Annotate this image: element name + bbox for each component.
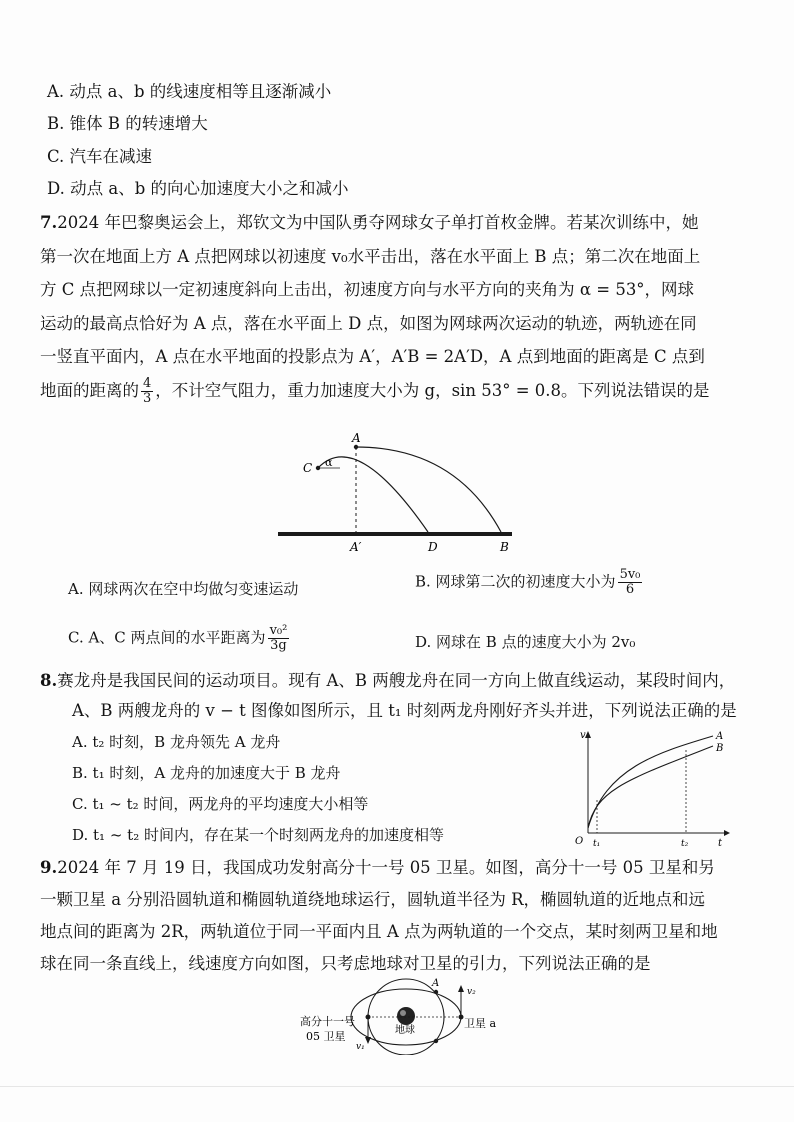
q8-option-d: D. t₁ ~ t₂ 时间内，存在某一个时刻两龙舟的加速度相等 — [72, 826, 444, 844]
q7-frac-num: 4 — [143, 375, 152, 391]
q8-option-c: C. t₁ ~ t₂ 时间，两龙舟的平均速度大小相等 — [72, 795, 369, 813]
q9-orbit-figure — [296, 975, 516, 1055]
trajectory-ab — [356, 447, 501, 532]
q8-option-b: B. t₁ 时刻，A 龙舟的加速度大于 B 龙舟 — [72, 764, 341, 782]
q8-line-1 — [40, 669, 735, 693]
label-c: C — [303, 461, 313, 475]
q7-text-end: ，不计空气阻力，重力加速度大小为 g，sin 53° = 0.8。下列说法错误的是 — [155, 380, 710, 400]
origin-label: O — [575, 836, 584, 847]
q6-option-c: C. 汽车在减速 — [47, 147, 153, 166]
q8-line-1-text: 赛龙舟是我国民间的运动项目。现有 A、B 两艘龙舟在同一方向上做直线运动，某段时间内， — [57, 671, 736, 690]
q9-number: 9. — [40, 858, 58, 877]
q7-option-b-den: 6 — [625, 582, 635, 597]
curve-a — [588, 736, 713, 828]
t2-label: t₂ — [681, 839, 689, 848]
v1-arrow-icon — [365, 1037, 371, 1044]
q7-option-b-text: B. 网球第二次的初速度大小为 — [415, 572, 616, 591]
label-a: A — [352, 431, 361, 445]
label-sat-05-line2: 05 卫星 — [306, 1030, 346, 1043]
q8-number: 8. — [40, 671, 58, 690]
q7-option-c-text: C. A、C 两点间的水平距离为 — [68, 628, 266, 647]
q7-trajectory-figure — [270, 425, 520, 555]
q9-text: 2024 年 7 月 19 日，我国成功发射高分十一号 05 卫星。如图，高分十一号 05 卫星和另一颗卫星 a 分别沿圆轨道和椭圆轨道绕地球运行，圆轨道半径为 R，椭圆轨道的近地点和远地点间的距离为 2R，两轨道位于同一平面内且 A 点为两轨道的一个交点，某时刻两卫星和地球在同一条直线上，线速度方向如图，只考虑地球对卫星的引力，下列说法正确的是 — [40, 858, 718, 973]
earth-icon — [397, 1007, 415, 1025]
t1-label: t₁ — [593, 839, 601, 848]
curve-a-label: A — [716, 731, 724, 742]
label-aprime: A′ — [350, 540, 362, 554]
q7-option-c-num: v₀² — [269, 623, 288, 638]
label-v2: v₂ — [467, 987, 476, 997]
q7-option-a: A. 网球两次在空中均做匀变速运动 — [68, 580, 299, 598]
label-b: B — [500, 540, 509, 554]
q8-line-2: A、B 两艘龙舟的 v − t 图像如图所示，且 t₁ 时刻两龙舟刚好齐头并进，下列说法正确的是 — [72, 701, 737, 720]
q7-option-d: D. 网球在 B 点的速度大小为 2v₀ — [415, 633, 636, 651]
q7-option-c-frac — [268, 624, 290, 653]
q7-option-c — [68, 624, 291, 653]
t-axis-arrow-icon — [724, 830, 730, 836]
q7-frac-den: 3 — [143, 390, 152, 406]
t-label: t — [718, 838, 723, 848]
q7-text: 2024 年巴黎奥运会上，郑钦文为中国队勇夺网球女子单打首枚金牌。若某次训练中，她第一次在地面上方 A 点把网球以初速度 v₀水平击出，落在水平面上 B 点；第二次在地面上方 C 点把网球以一定初速度斜向上击出，初速度方向与水平方向的夹角为 α = 53°，网球运动的最高点恰好为 A 点，落在水平面上 D 点，如图为网球两次运动的轨迹，两轨迹在同一竖直平面内，A 点在水平地面的投影点为 A′，A′B = 2A′D，A 点到地面的距离是 C 点到地面的距离的 — [40, 213, 705, 400]
intersection-a — [434, 990, 438, 994]
q7-option-b-frac — [618, 568, 643, 597]
earth-highlight — [400, 1010, 406, 1016]
intersection-lower — [434, 1039, 438, 1043]
ground-line — [278, 532, 512, 536]
q9-stem — [40, 852, 720, 980]
q7-option-b — [415, 568, 644, 597]
curve-b-label: B — [716, 743, 724, 754]
label-point-a: A — [432, 978, 440, 989]
q7-option-c-den: 3g — [270, 638, 287, 653]
v2-arrow-icon — [458, 985, 464, 992]
q6-option-a: A. 动点 a、b 的线速度相等且逐渐减小 — [47, 82, 332, 101]
q7-number: 7. — [40, 213, 58, 232]
label-alpha: α — [325, 456, 333, 469]
label-d: D — [428, 540, 438, 554]
page-bottom-rule — [0, 1086, 794, 1087]
v-axis-arrow-icon — [585, 731, 591, 738]
q8-vt-graph — [566, 728, 732, 848]
label-v1: v₁ — [356, 1042, 365, 1052]
label-earth: 地球 — [395, 1025, 415, 1036]
point-a — [354, 445, 358, 449]
q7-option-b-num: 5v₀ — [619, 567, 641, 582]
label-sat-a: 卫星 a — [464, 1017, 497, 1030]
q7-fraction — [141, 377, 153, 406]
q7-stem — [40, 206, 710, 407]
q6-option-d: D. 动点 a、b 的向心加速度大小之和减小 — [47, 179, 349, 198]
v-label: v — [580, 730, 586, 741]
label-sat-05-line1: 高分十一号 — [300, 1015, 355, 1028]
q8-option-a: A. t₂ 时刻，B 龙舟领先 A 龙舟 — [72, 733, 281, 751]
q6-option-b: B. 锥体 B 的转速增大 — [47, 114, 208, 133]
